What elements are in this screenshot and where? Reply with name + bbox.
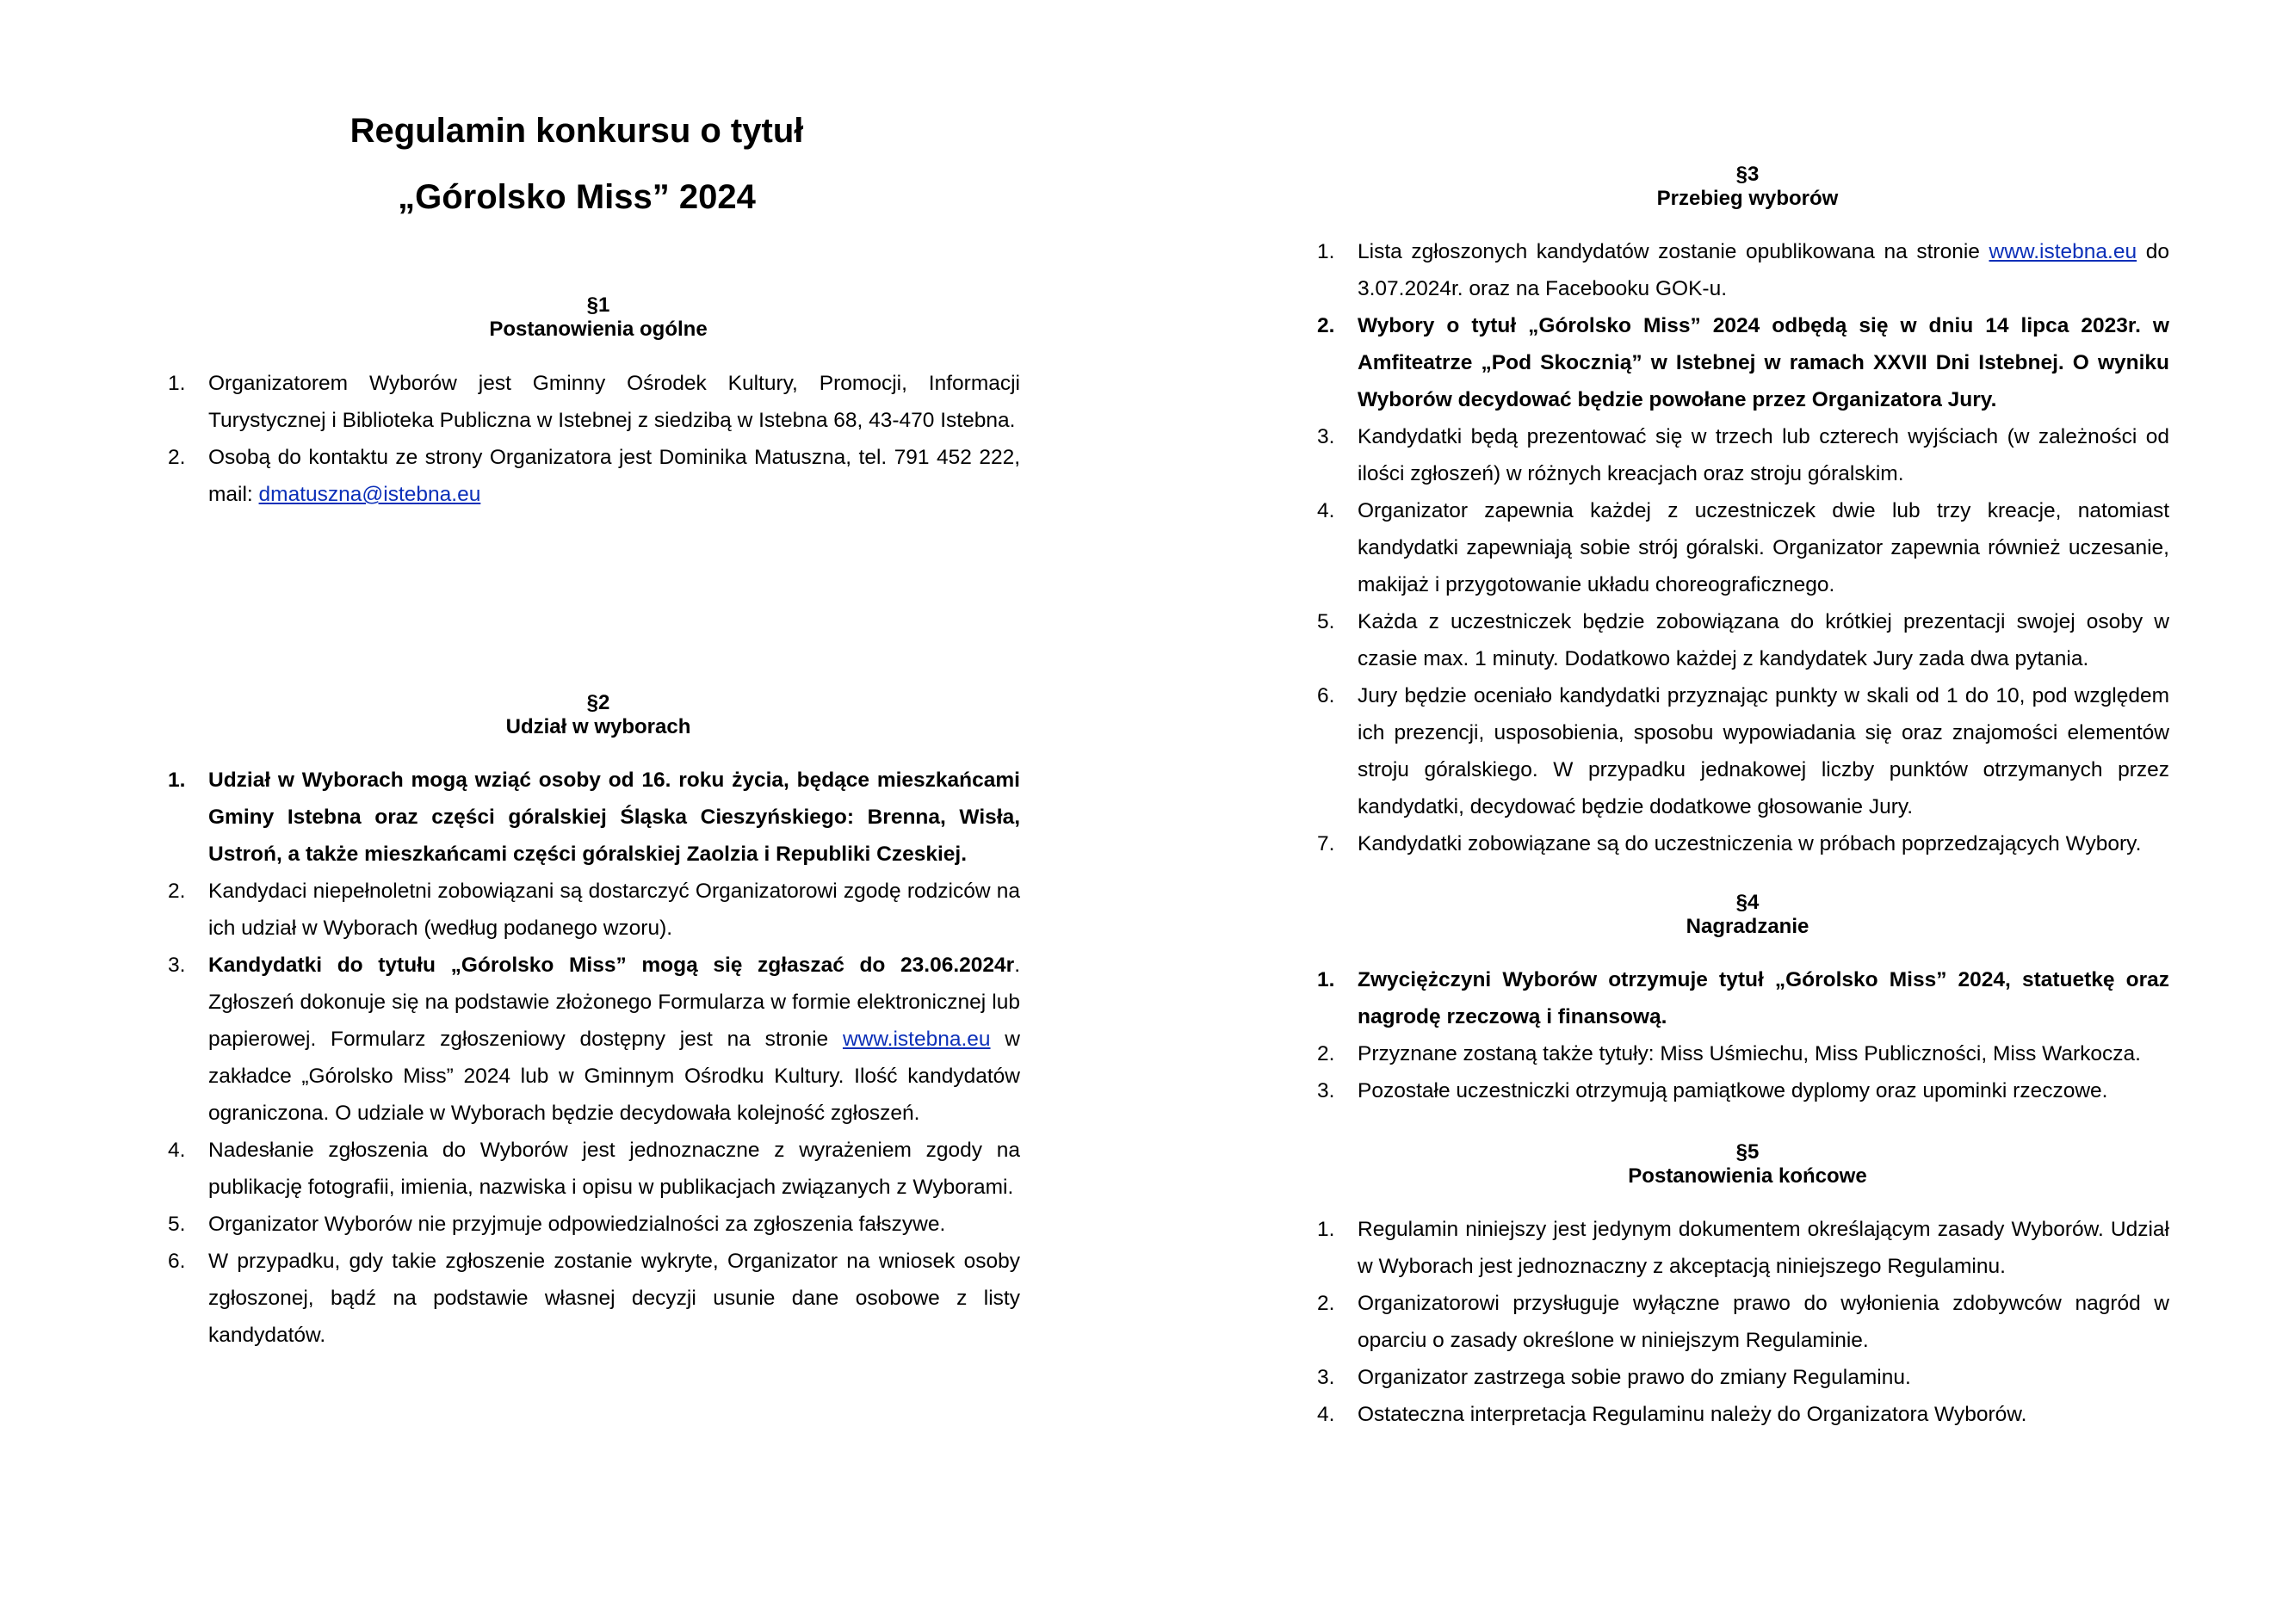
list-item xyxy=(168,1243,1020,1354)
section-4-header xyxy=(1317,891,2178,939)
section-1-heading: Postanowienia ogólne xyxy=(489,318,708,341)
item-number: 7. xyxy=(1317,832,1335,855)
item-text: Organizator zapewnia każdej z uczestniczek dwie lub trzy kreacje, natomiast kandydatki zapewniają sobie strój góralski. Organizator zapewnia również uczesanie, makijaż i przygotowanie układu choreograficznego. xyxy=(1358,499,2169,596)
list-item xyxy=(168,439,1020,513)
item-text: Udział w Wyborach mogą wziąć osoby od 16. roku życia, będące mieszkańcami Gminy Istebna oraz części góralskiej Śląska Cieszyńskiego: Brenna, Wisła, Ustroń, a także mieszkańcami części góralskiej Zaolzia i Republiki Czeskiej. xyxy=(208,769,1020,866)
list-item xyxy=(1317,603,2169,677)
item-number: 4. xyxy=(168,1139,186,1162)
item-number: 3. xyxy=(168,954,186,977)
item-text: Ostateczna interpretacja Regulaminu należy do Organizatora Wyborów. xyxy=(1358,1403,2027,1426)
list-item xyxy=(168,947,1020,1132)
item-text: Organizatorowi przysługuje wyłączne prawo do wyłonienia zdobywców nagród w oparciu o zasady określone w niniejszym Regulaminie. xyxy=(1358,1292,2169,1352)
section-4-heading: Nagradzanie xyxy=(1686,915,1809,938)
item-text: Lista zgłoszonych kandydatów zostanie opublikowana na stronie xyxy=(1358,240,1989,263)
document-subtitle: „Górolsko Miss” 2024 xyxy=(398,178,756,216)
item-number: 4. xyxy=(1317,1403,1335,1426)
item-number: 6. xyxy=(1317,684,1335,707)
item-number: 2. xyxy=(168,880,186,903)
list-item xyxy=(168,1206,1020,1243)
list-item xyxy=(1317,961,2169,1035)
item-number: 2. xyxy=(1317,1042,1335,1065)
list-item xyxy=(168,762,1020,873)
item-number: 2. xyxy=(1317,314,1335,337)
list-item xyxy=(1317,1396,2169,1433)
item-text: Regulamin niniejszy jest jedynym dokumentem określającym zasady Wyborów. Udział w Wyborach jest jednoznaczny z akceptacją niniejszego Regulaminu. xyxy=(1358,1218,2169,1278)
section-5-list xyxy=(1317,1211,2169,1433)
item-text: Kandydatki będą prezentować się w trzech lub czterech wyjściach (w zależności od ilości zgłoszeń) w różnych kreacjach oraz stroju góralskim. xyxy=(1358,425,2169,485)
email-link[interactable]: dmatuszna@istebna.eu xyxy=(258,483,481,506)
section-5-heading: Postanowienia końcowe xyxy=(1628,1164,1867,1188)
item-text: Pozostałe uczestniczki otrzymują pamiątkowe dyplomy oraz upominki rzeczowe. xyxy=(1358,1079,2108,1102)
list-item xyxy=(1317,1035,2169,1072)
section-1-list xyxy=(168,365,1020,513)
item-number: 2. xyxy=(1317,1292,1335,1315)
item-number: 3. xyxy=(1317,425,1335,448)
section-2-header xyxy=(168,691,1029,739)
item-number: 1. xyxy=(168,372,186,395)
item-number: 1. xyxy=(1317,240,1335,263)
item-text: Osobą do kontaktu ze strony Organizatora jest Dominika Matuszna, tel. 791 452 222, mail: xyxy=(208,446,1020,506)
website-link[interactable]: www.istebna.eu xyxy=(1989,240,2137,263)
section-3-mark: §3 xyxy=(1735,163,1760,186)
section-3-heading: Przebieg wyborów xyxy=(1656,187,1839,210)
section-4-mark: §4 xyxy=(1735,891,1760,914)
item-number: 1. xyxy=(168,769,186,792)
item-number: 2. xyxy=(168,446,186,469)
item-text: w zakładce „Górolsko Miss” 2024 lub w Gminnym Ośrodku Kultury. Ilość kandydatów ograniczona. O udziale w Wyborach będzie decydowała kolejność zgłoszeń. xyxy=(208,1028,1020,1125)
item-text: Każda z uczestniczek będzie zobowiązana do krótkiej prezentacji swojej osoby w czasie max. 1 minuty. Dodatkowo każdej z kandydatek Jury zada dwa pytania. xyxy=(1358,610,2169,670)
item-text: do 3.07.2024r. oraz na Facebooku GOK-u. xyxy=(1358,240,2169,300)
list-item xyxy=(1317,1359,2169,1396)
section-5-mark: §5 xyxy=(1735,1140,1760,1164)
item-number: 6. xyxy=(168,1250,186,1273)
section-2-list xyxy=(168,762,1020,1354)
item-number: 4. xyxy=(1317,499,1335,522)
item-number: 3. xyxy=(1317,1366,1335,1389)
item-text: Jury będzie oceniało kandydatki przyznając punkty w skali od 1 do 10, pod względem ich prezencji, usposobienia, sposobu wypowiadania się oraz znajomości elementów stroju góralskiego. W przypadku jednakowej liczby punktów otrzymanych przez kandydatki, decydować będzie dodatkowe głosowanie Jury. xyxy=(1358,684,2169,818)
list-item xyxy=(1317,492,2169,603)
item-text: Wybory o tytuł „Górolsko Miss” 2024 odbędą się w dniu 14 lipca 2023r. w Amfiteatrze „Pod Skocznią” w Istebnej w ramach XXVII Dni Istebnej. O wyniku Wyborów decydować będzie powołane przez Organizatora Jury. xyxy=(1358,314,2169,411)
section-3-header xyxy=(1317,163,2178,211)
item-text: Kandydatki zobowiązane są do uczestniczenia w próbach poprzedzających Wybory. xyxy=(1358,832,2142,855)
list-item xyxy=(1317,825,2169,862)
section-5-header xyxy=(1317,1140,2178,1189)
item-text: Kandydaci niepełnoletni zobowiązani są dostarczyć Organizatorowi zgodę rodziców na ich udział w Wyborach (według podanego wzoru). xyxy=(208,880,1020,940)
section-1-mark: §1 xyxy=(586,293,610,317)
list-item xyxy=(168,365,1020,439)
section-2-heading: Udział w wyborach xyxy=(505,715,691,738)
item-number: 5. xyxy=(1317,610,1335,633)
item-text: Przyznane zostaną także tytuły: Miss Uśmiechu, Miss Publiczności, Miss Warkocza. xyxy=(1358,1042,2141,1065)
list-item xyxy=(1317,233,2169,307)
item-text: Organizator Wyborów nie przyjmuje odpowiedzialności za zgłoszenia fałszywe. xyxy=(208,1213,946,1236)
item-text-bold: Kandydatki do tytułu „Górolsko Miss” mogą się zgłaszać do 23.06.2024r xyxy=(208,954,1015,977)
document-title: Regulamin konkursu o tytuł xyxy=(350,112,804,150)
section-2-mark: §2 xyxy=(586,691,610,714)
list-item xyxy=(1317,307,2169,418)
item-text: . Zgłoszeń dokonuje się na podstawie złożonego Formularza w formie elektronicznej lub papierowej. Formularz zgłoszeniowy dostępny jest na stronie xyxy=(208,954,1020,1051)
list-item xyxy=(1317,1285,2169,1359)
item-number: 3. xyxy=(1317,1079,1335,1102)
website-link[interactable]: www.istebna.eu xyxy=(842,1028,991,1051)
list-item xyxy=(1317,1211,2169,1285)
list-item xyxy=(1317,1072,2169,1109)
item-text: Organizatorem Wyborów jest Gminny Ośrodek Kultury, Promocji, Informacji Turystycznej i Biblioteka Publiczna w Istebnej z siedzibą w Istebna 68, 43-470 Istebna. xyxy=(208,372,1020,432)
item-text: Zwyciężczyni Wyborów otrzymuje tytuł „Górolsko Miss” 2024, statuetkę oraz nagrodę rzeczową i finansową. xyxy=(1358,968,2169,1028)
item-text: W przypadku, gdy takie zgłoszenie zostanie wykryte, Organizator na wniosek osoby zgłoszonej, bądź na podstawie własnej decyzji usunie dane osobowe z listy kandydatów. xyxy=(208,1250,1020,1347)
list-item xyxy=(1317,677,2169,825)
list-item xyxy=(168,1132,1020,1206)
item-text: Organizator zastrzega sobie prawo do zmiany Regulaminu. xyxy=(1358,1366,1911,1389)
section-4-list xyxy=(1317,961,2169,1109)
list-item xyxy=(1317,418,2169,492)
item-number: 1. xyxy=(1317,1218,1335,1241)
section-1-header xyxy=(168,293,1029,342)
item-number: 1. xyxy=(1317,968,1335,991)
item-text: Nadesłanie zgłoszenia do Wyborów jest jednoznaczne z wyrażeniem zgody na publikację fotografii, imienia, nazwiska i opisu w publikacjach związanych z Wyborami. xyxy=(208,1139,1020,1199)
section-3-list xyxy=(1317,233,2169,862)
list-item xyxy=(168,873,1020,947)
item-number: 5. xyxy=(168,1213,186,1236)
